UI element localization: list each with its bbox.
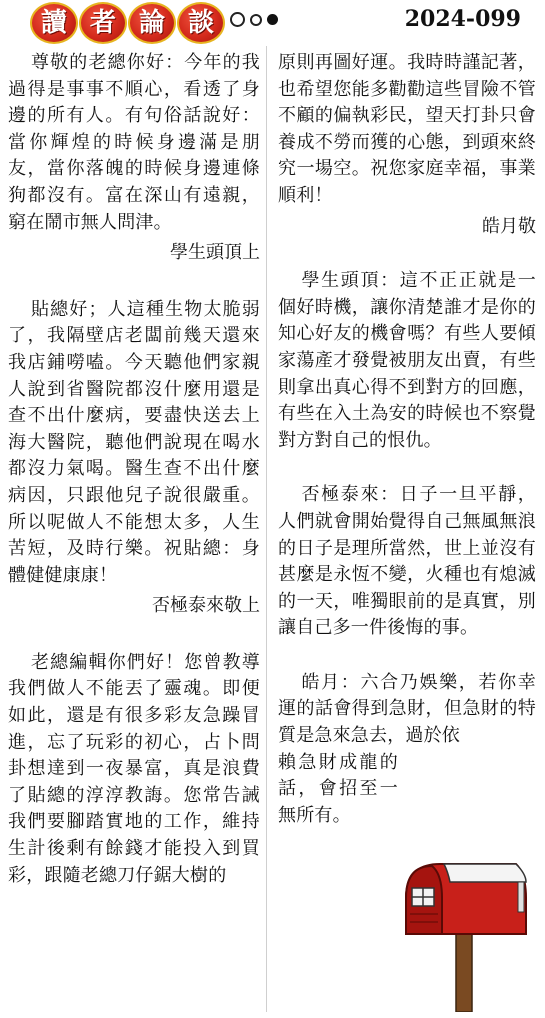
title-char: 談 bbox=[177, 2, 225, 44]
mailbox-roof bbox=[444, 864, 526, 882]
letter-signature: 否極泰來敬上 bbox=[152, 595, 260, 617]
reply-text: 否極泰來：日子一旦平靜，人們就會開始覺得自己無風無浪的日子是理所當然，世上並沒有甚麼是永恆不變，火種也有熄滅的一天，唯獨眼前的是真實，別讓自己多一件後悔的事。 bbox=[278, 484, 536, 639]
letter-paragraph bbox=[8, 297, 260, 590]
issue-code: 2024-099 bbox=[404, 6, 521, 32]
mailbox-flag bbox=[518, 882, 524, 912]
column-divider bbox=[266, 46, 267, 1012]
title-char: 論 bbox=[128, 2, 176, 44]
circle-filled-icon bbox=[267, 14, 278, 25]
reply-text: 學生頭頂：這不正正就是一個好時機，讓你清楚誰才是你的知心好友的機會嗎？有些人要傾家蕩產才發覺被朋友出賣，有些則拿出真心得不到對方的回應，有些在入土為安的時候也不察覺對方對自己的恨仇。 bbox=[278, 270, 536, 451]
reply-paragraph-tail bbox=[278, 750, 398, 830]
reply-text: 賴急財成龍的話，會招至一無所有。 bbox=[278, 751, 398, 826]
mailbox-post bbox=[456, 922, 472, 1012]
reply-text: 皓月：六合乃娛樂，若你幸運的話會得到急財，但急財的特質是急來急去，過於依 bbox=[278, 671, 536, 747]
letter-paragraph bbox=[8, 650, 260, 889]
letter-signature: 皓月敬 bbox=[482, 215, 536, 237]
letter-paragraph bbox=[8, 50, 260, 236]
left-column bbox=[8, 50, 260, 889]
mailbox-illustration bbox=[398, 852, 530, 1012]
letter-text: 貼總好；人這種生物太脆弱了，我隔壁店老闆前幾天還來我店鋪嘮嗑。今天聽他們家親人說到省醫院都沒什麼用還是查不出什麼病，要盡快送去上海大醫院，聽他們說現在喝水都沒力氣喝。醫生查不出什麼病因，只跟他兒子說很嚴重。所以呢做人不能想太多，人生苦短，及時行樂。祝貼總：身體健健康康！ bbox=[8, 298, 260, 586]
column-title bbox=[30, 2, 225, 44]
letter-signature: 學生頭頂上 bbox=[170, 242, 260, 264]
right-column bbox=[278, 50, 536, 829]
circle-outline-icon bbox=[230, 12, 245, 27]
reply-paragraph bbox=[278, 268, 536, 454]
reply-paragraph bbox=[278, 482, 536, 642]
letter-text: 老總編輯你們好！您曾教導我們做人不能丟了靈魂。即便如此，還是有很多彩友急躁冒進，忘了玩彩的初心，占卜問卦想達到一夜暴富，真是浪費了貼總的淳淳教誨。您常告誡我們要腳踏實地的工作，維持生計後剩有餘錢才能投入到買彩，跟隨老總刀仔鋸大樹的 bbox=[8, 651, 260, 886]
letter-text: 尊敬的老總你好：今年的我過得是事事不順心，看透了身邊的所有人。有句俗話說好：當你輝煌的時候身邊滿是朋友，當你落魄的時候身邊連條狗都沒有。富在深山有遠親，窮在鬧市無人問津。 bbox=[8, 52, 260, 233]
letter-text: 原則再圖好運。我時時謹記著，也希望您能多勸勸這些冒險不管不顧的偏執彩民，望天打卦只會養成不勞而獲的心態，到頭來終究一場空。祝您家庭幸福，事業順利！ bbox=[278, 52, 536, 206]
letter-paragraph bbox=[278, 50, 536, 210]
circle-outline-icon bbox=[250, 14, 262, 26]
title-char: 者 bbox=[79, 2, 127, 44]
reply-paragraph bbox=[278, 670, 536, 750]
header bbox=[0, 0, 545, 44]
title-char: 讀 bbox=[30, 2, 78, 44]
decorative-dots bbox=[230, 12, 278, 27]
